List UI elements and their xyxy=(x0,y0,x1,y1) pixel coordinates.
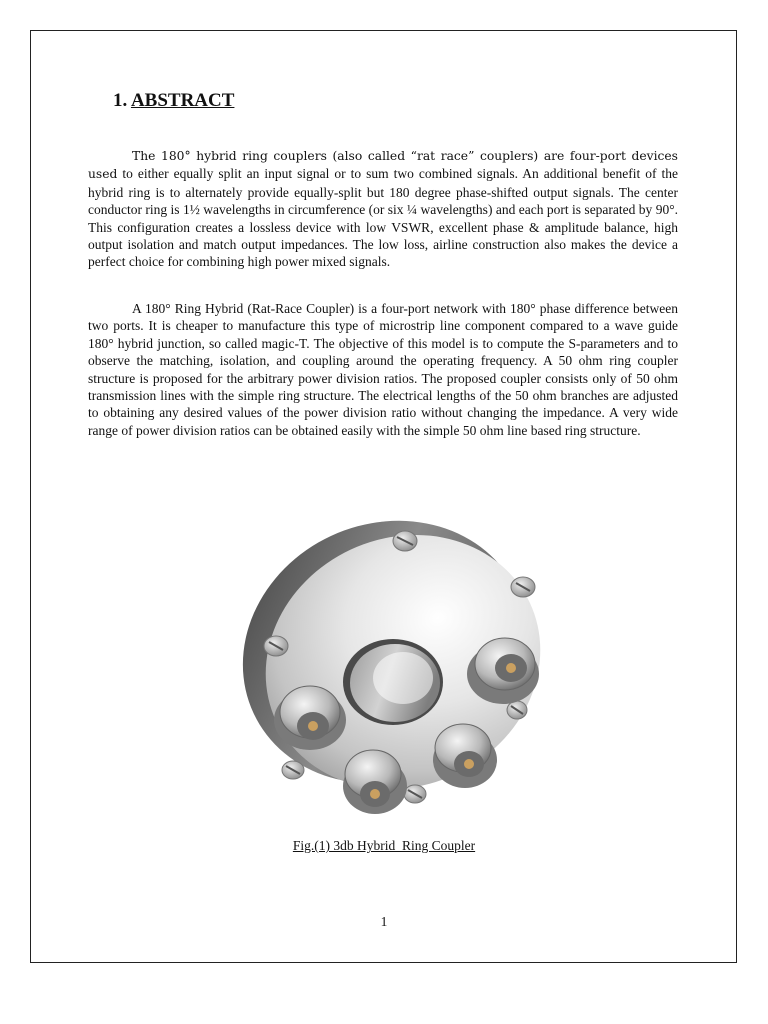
section-number: 1. xyxy=(113,90,128,111)
abstract-paragraph-2: A 180° Ring Hybrid (Rat-Race Coupler) is a four-port network with 180° phase difference between two ports. It is cheaper to manufacture this type of microstrip line component compared to a wave guide 180° hybrid junction, so called magic-T. The objective of this model is to compute the S-parameters and to observe the matching, isolation, and coupling around the operating frequency. A 50 ohm ring coupler structure is proposed for the arbitrary power division ratios. The proposed coupler consists only of 50 ohm transmission lines with the simple ring structure. The electrical lengths of the 50 ohm branches are adjusted to obtaining any desired values of the power division ratio without changing the impedance. A very wide range of power division ratios can be obtained easily with the simple 50 ohm line based ring structure. xyxy=(88,301,678,438)
abstract-paragraph-1 xyxy=(88,147,678,271)
section-title: ABSTRACT xyxy=(130,90,235,111)
paragraph-1-lead: The 180° hybrid ring couplers (also called “rat race” couplers) are four-port devices used xyxy=(88,149,678,182)
screw-icon xyxy=(393,531,417,551)
screw-icon xyxy=(507,701,527,719)
screw-icon xyxy=(282,761,304,779)
section-heading xyxy=(113,90,234,112)
screw-icon xyxy=(511,577,535,597)
figure-caption: Fig.(1) 3db Hybrid Ring Coupler xyxy=(292,838,476,853)
screw-icon xyxy=(264,636,288,656)
screw-icon xyxy=(404,785,426,803)
hybrid-ring-coupler-photo xyxy=(225,492,555,822)
page-number: 1 xyxy=(380,914,388,929)
paragraph-1-body: to either equally split an input signal or to sum two combined signals. An additional benefit of the hybrid ring is to alternately provide equally-split but 180 degree phase-shifted output signals. The center conductor ring is 1½ wavelengths in circumference (or six ¼ wavelengths) and each port is separated by 90°. This configuration creates a lossless device with low VSWR, excellent phase & amplitude balance, high output isolation and match output impedances. The low loss, airline construction also makes the device a perfect choice for combining high power mixed signals. xyxy=(88,166,678,270)
